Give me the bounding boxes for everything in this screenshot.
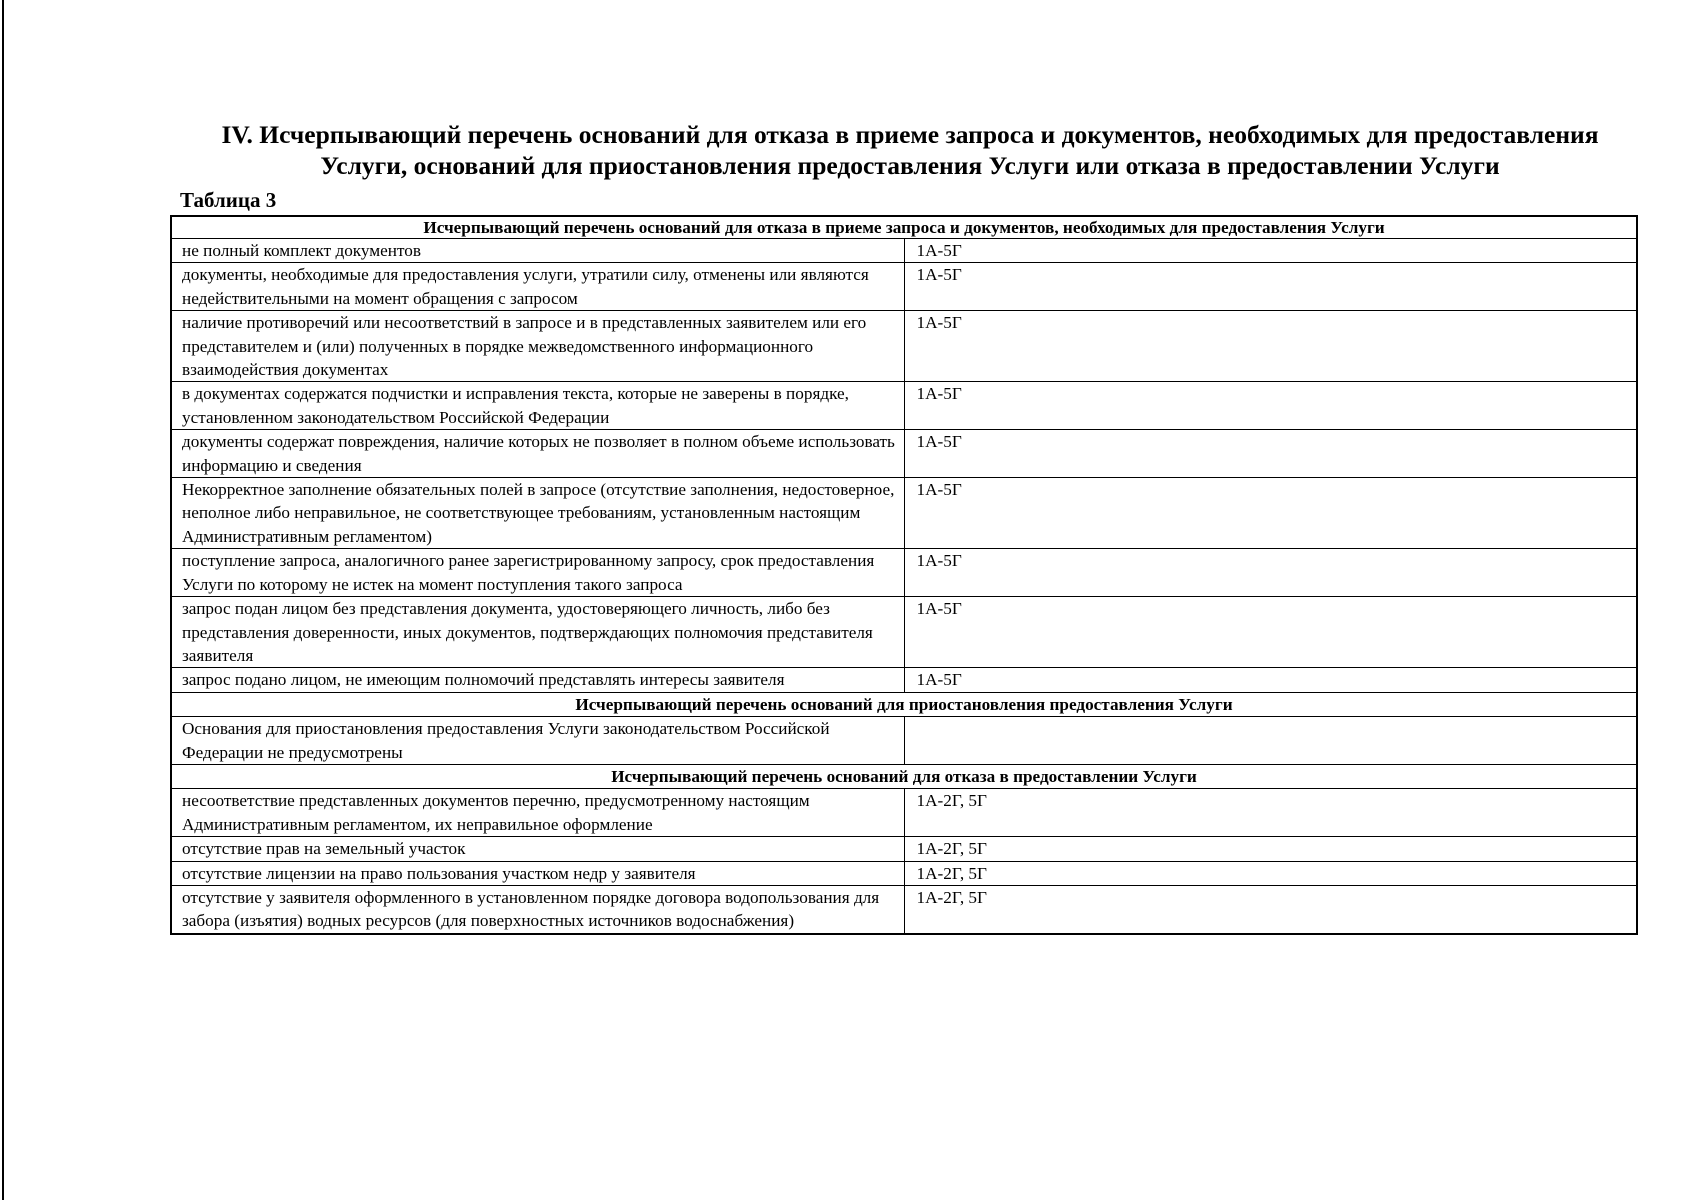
ground-code: 1А-2Г, 5Г: [904, 861, 1637, 885]
table-row: [171, 668, 1637, 692]
scan-left-edge: [2, 0, 4, 1200]
ground-text: документы, необходимые для предоставления услуги, утратили силу, отменены или являются недействительными на момент обращения с запросом: [171, 263, 904, 311]
table-row: [171, 263, 1637, 311]
ground-text: Некорректное заполнение обязательных полей в запросе (отсутствие заполнения, недостоверное, неполное либо неправильное, не соответствующее требованиям, установленным настоящим Административным регламентом): [171, 478, 904, 549]
section-header: Исчерпывающий перечень оснований для отказа в предоставлении Услуги: [171, 764, 1637, 788]
ground-code: [904, 717, 1637, 765]
ground-text: Основания для приостановления предоставления Услуги законодательством Российской Федерации не предусмотрены: [171, 717, 904, 765]
table-caption: Таблица 3: [180, 188, 277, 212]
heading-line-2: Услуги, оснований для приостановления предоставления Услуги или отказа в предоставлении Услуги: [320, 151, 1500, 180]
ground-code: 1А-2Г, 5Г: [904, 789, 1637, 837]
ground-text: наличие противоречий или несоответствий в запросе и в представленных заявителем или его представителем и (или) полученных в порядке межведомственного информационного взаимодействия документах: [171, 311, 904, 382]
ground-text: поступление запроса, аналогичного ранее зарегистрированному запросу, срок предоставления Услуги по которому не истек на момент поступления такого запроса: [171, 549, 904, 597]
ground-code: 1А-2Г, 5Г: [904, 837, 1637, 861]
section-heading: [160, 119, 1660, 181]
ground-code: 1А-2Г, 5Г: [904, 885, 1637, 933]
section-header-row: [171, 216, 1637, 239]
ground-text: отсутствие у заявителя оформленного в установленном порядке договора водопользования для забора (изъятия) водных ресурсов (для поверхностных источников водоснабжения): [171, 885, 904, 933]
ground-code: 1А-5Г: [904, 549, 1637, 597]
table-row: [171, 382, 1637, 430]
ground-text: запрос подано лицом, не имеющим полномочий представлять интересы заявителя: [171, 668, 904, 692]
grounds-table: [170, 215, 1638, 935]
ground-text: документы содержат повреждения, наличие которых не позволяет в полном объеме использовать информацию и сведения: [171, 430, 904, 478]
ground-code: 1А-5Г: [904, 668, 1637, 692]
table-row: [171, 837, 1637, 861]
ground-code: 1А-5Г: [904, 382, 1637, 430]
heading-line-1: IV. Исчерпывающий перечень оснований для отказа в приеме запроса и документов, необходимых для предоставления: [221, 120, 1599, 149]
table-row: [171, 861, 1637, 885]
table-row: [171, 717, 1637, 765]
ground-code: 1А-5Г: [904, 478, 1637, 549]
table-row: [171, 885, 1637, 933]
section-header: Исчерпывающий перечень оснований для отказа в приеме запроса и документов, необходимых для предоставления Услуги: [171, 216, 1637, 239]
ground-code: 1А-5Г: [904, 263, 1637, 311]
section-header-row: [171, 692, 1637, 716]
ground-code: 1А-5Г: [904, 597, 1637, 668]
ground-text: отсутствие лицензии на право пользования участком недр у заявителя: [171, 861, 904, 885]
table-row: [171, 549, 1637, 597]
ground-text: отсутствие прав на земельный участок: [171, 837, 904, 861]
table-row: [171, 430, 1637, 478]
section-header: Исчерпывающий перечень оснований для приостановления предоставления Услуги: [171, 692, 1637, 716]
table-row: [171, 311, 1637, 382]
ground-text: не полный комплект документов: [171, 239, 904, 263]
table-row: [171, 597, 1637, 668]
table-row: [171, 478, 1637, 549]
ground-code: 1А-5Г: [904, 430, 1637, 478]
table-row: [171, 239, 1637, 263]
ground-code: 1А-5Г: [904, 239, 1637, 263]
ground-text: запрос подан лицом без представления документа, удостоверяющего личность, либо без представления доверенности, иных документов, подтверждающих полномочия представителя заявителя: [171, 597, 904, 668]
ground-text: в документах содержатся подчистки и исправления текста, которые не заверены в порядке, установленном законодательством Российской Федерации: [171, 382, 904, 430]
ground-code: 1А-5Г: [904, 311, 1637, 382]
section-header-row: [171, 764, 1637, 788]
table-row: [171, 789, 1637, 837]
ground-text: несоответствие представленных документов перечню, предусмотренному настоящим Административным регламентом, их неправильное оформление: [171, 789, 904, 837]
